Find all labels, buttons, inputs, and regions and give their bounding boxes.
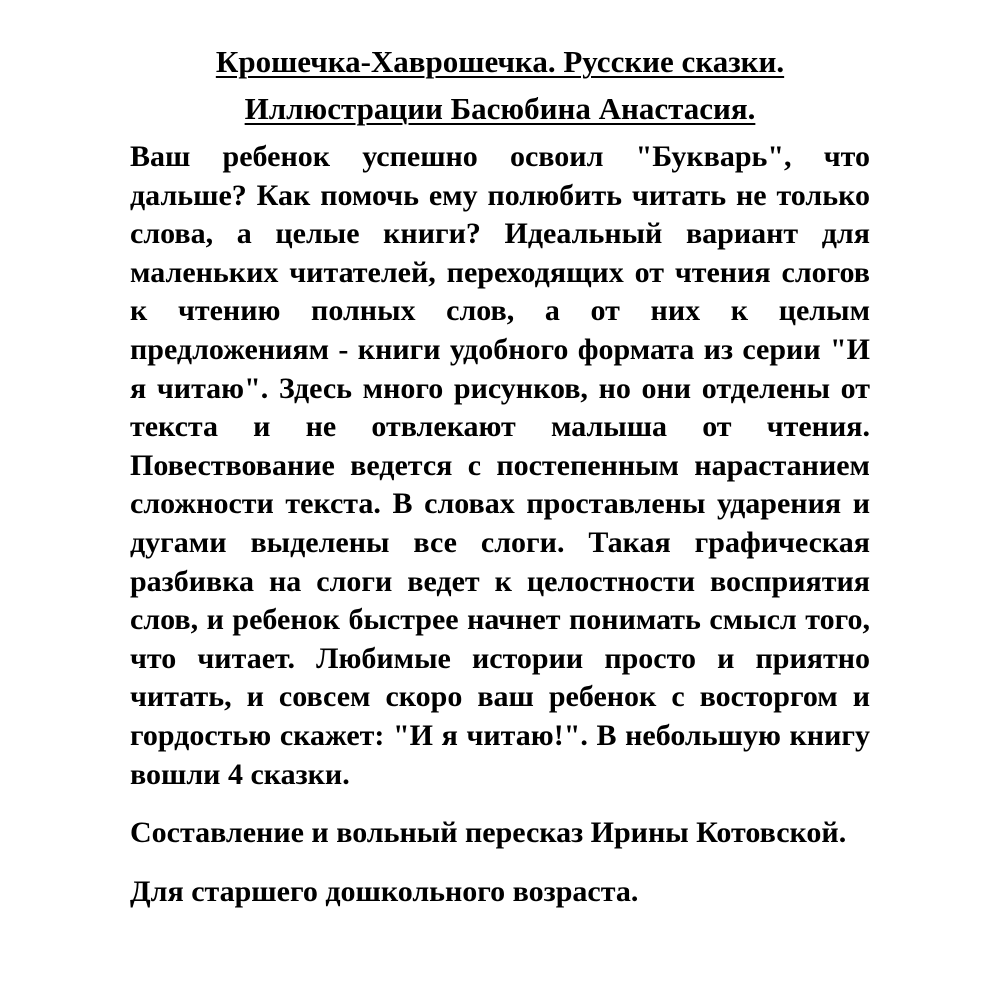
credits-paragraph: Составление и вольный пересказ Ирины Котовской. — [130, 816, 847, 850]
title-line-2: Иллюстрации Басюбина Анастасия. — [244, 91, 756, 126]
document-page — [130, 38, 870, 911]
title-line-1: Крошечка-Хаврошечка. Русские сказки. — [215, 44, 785, 79]
age-paragraph: Для старшего дошкольного возраста. — [130, 874, 639, 908]
document-title — [130, 38, 870, 132]
description-paragraph: Ваш ребенок успешно освоил "Букварь", что дальше? Как помочь ему полюбить читать не только слова, а целые книги? Идеальный вариант для маленьких читателей, переходящих от чтения слогов к чтению полных слов, а от них к целым предложениям - книги удобного формата из серии "И я читаю". Здесь много рисунков, но они отделены от текста и не отвлекают малыша от чтения. Повествование ведется с постепенным нарастанием сложности текста. В словах проставлены ударения и дугами выделены все слоги. Такая графическая разбивка на слоги ведет к целостности восприятия слов, и ребенок быстрее начнет понимать смысл того, что читает. Любимые истории просто и приятно читать, и совсем скоро ваш ребенок с восторгом и гордостью скажет: "И я читаю!". В небольшую книгу вошли 4 сказки. — [130, 140, 870, 791]
